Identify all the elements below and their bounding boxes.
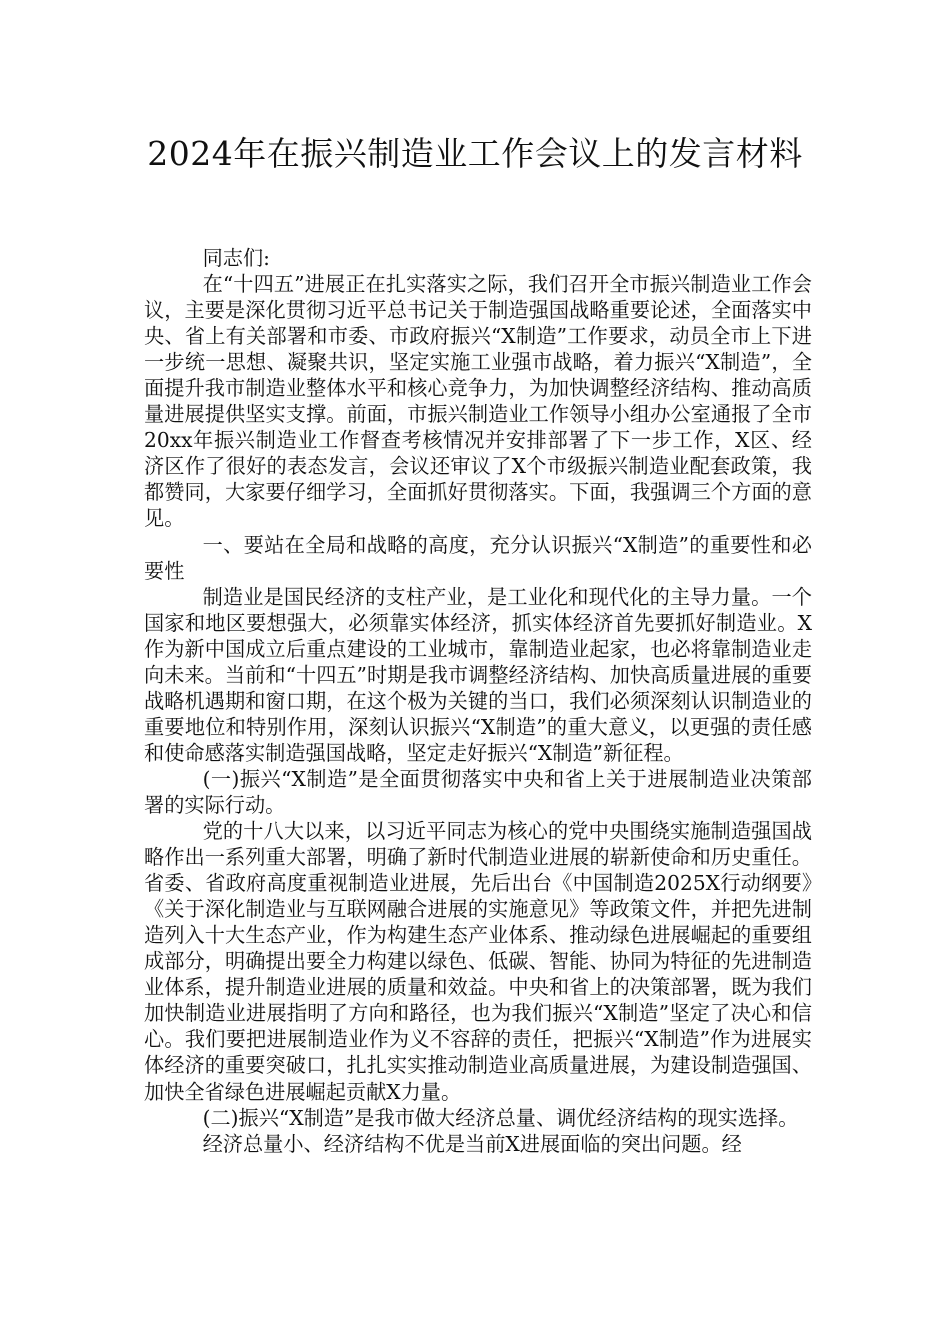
subheading-1: (一)振兴“X制造”是全面贯彻落实中央和省上关于进展制造业决策部署的实际行动。 <box>144 766 812 817</box>
subheading-2: (二)振兴“X制造”是我市做大经济总量、调优经济结构的现实选择。 <box>202 1105 799 1130</box>
document-body <box>144 245 812 1157</box>
paragraph-subsection-1: 党的十八大以来，以习近平同志为核心的党中央围绕实施制造强国战略作出一系列重大部署，明确了新时代制造业进展的崭新使命和历史重任。省委、省政府高度重视制造业进展，先后出台《中国制造2025X行动纲要》《关于深化制造业与互联网融合进展的实施意见》等政策文件，并把先进制造列入十大生态产业，作为构建生态产业体系、推动绿色进展崛起的重要组成部分，明确提出要全力构建以绿色、低碳、智能、协同为特征的先进制造业体系，提升制造业进展的质量和效益。中央和省上的决策部署，既为我们加快制造业进展指明了方向和路径，也为我们振兴“X制造”坚定了决心和信心。我们要把进展制造业作为义不容辞的责任，把振兴“X制造”作为进展实体经济的重要突破口，扎扎实实推动制造业高质量进展，为建设制造强国、加快全省绿色进展崛起贡献X力量。 <box>144 819 812 1104</box>
section-heading-1: 一、要站在全局和战略的高度，充分认识振兴“X制造”的重要性和必要性 <box>144 532 812 583</box>
paragraph-subsection-2: 经济总量小、经济结构不优是当前X进展面临的突出问题。经 <box>202 1131 742 1156</box>
salutation: 同志们: <box>202 246 270 270</box>
document-title: 2024年在振兴制造业工作会议上的发言材料 <box>147 134 803 173</box>
paragraph-intro: 在“十四五”进展正在扎实落实之际，我们召开全市振兴制造业工作会议，主要是深化贯彻习近平总书记关于制造强国战略重要论述，全面落实中央、省上有关部署和市委、市政府振兴“X制造”工作要求，动员全市上下进一步统一思想、凝聚共识，坚定实施工业强市战略，着力振兴“X制造”，全面提升我市制造业整体水平和核心竞争力，为加快调整经济结构、推动高质量进展提供坚实支撑。前面，市振兴制造业工作领导小组办公室通报了全市20xx年振兴制造业工作督查考核情况并安排部署了下一步工作，X区、经济区作了很好的表态发言，会议还审议了X个市级振兴制造业配套政策，我都赞同，大家要仔细学习，全面抓好贯彻落实。下面，我强调三个方面的意见。 <box>144 272 812 531</box>
paragraph-section-1: 制造业是国民经济的支柱产业，是工业化和现代化的主导力量。一个国家和地区要想强大，必须靠实体经济，抓实体经济首先要抓好制造业。X作为新中国成立后重点建设的工业城市，靠制造业起家，也必将靠制造业走向未来。当前和“十四五”时期是我市调整经济结构、加快高质量进展的重要战略机遇期和窗口期，在这个极为关键的当口，我们必须深刻认识制造业的重要地位和特别作用，深刻认识振兴“X制造”的重大意义，以更强的责任感和使命感落实制造强国战略，坚定走好振兴“X制造”新征程。 <box>144 584 812 765</box>
